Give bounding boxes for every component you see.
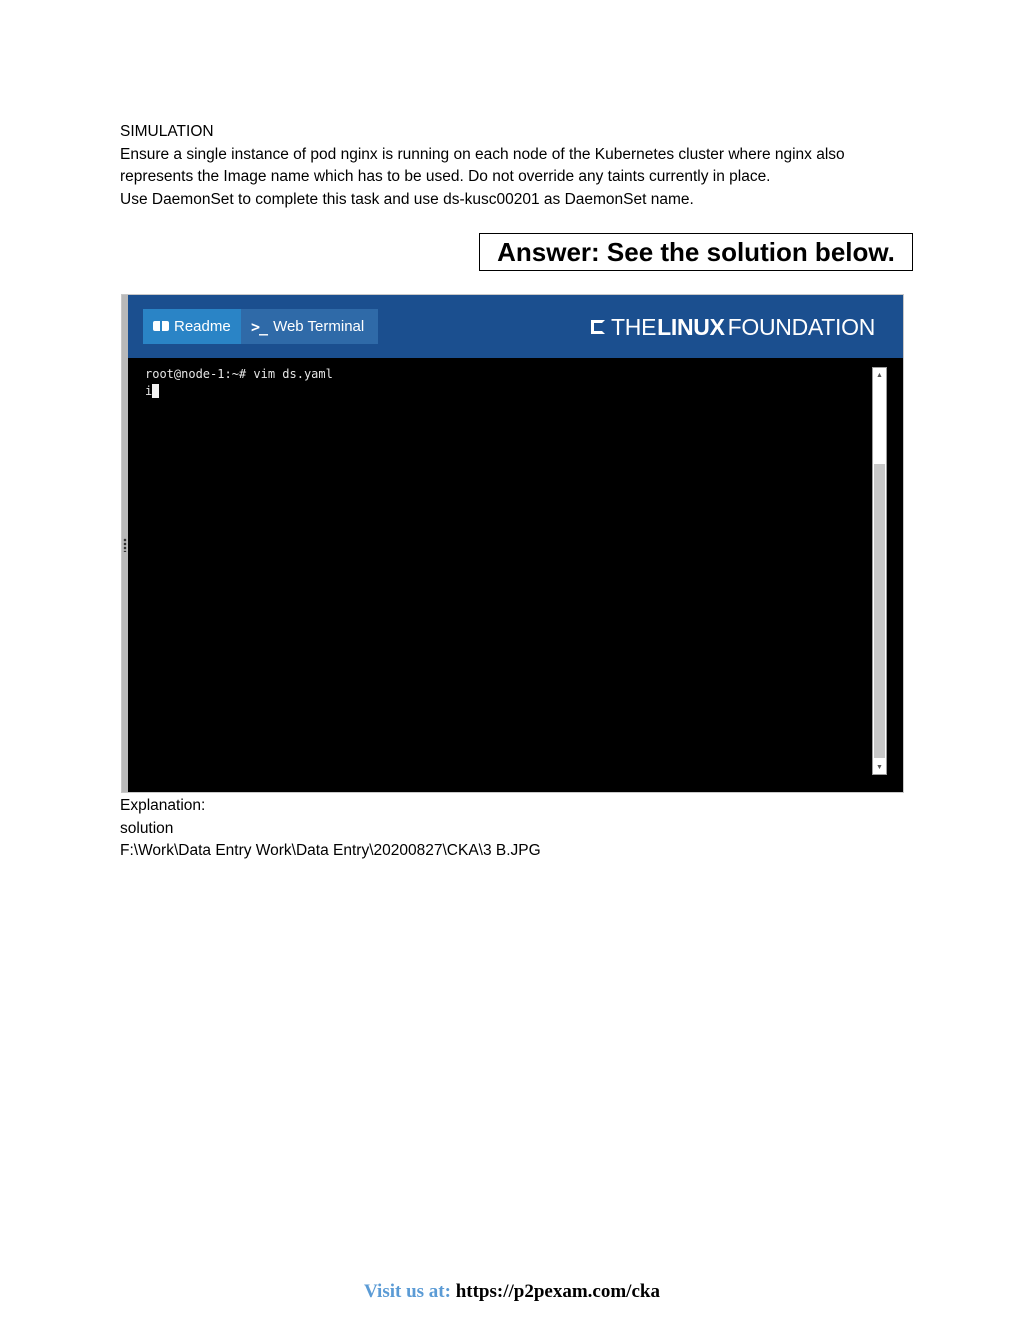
terminal-input-text: i (145, 384, 153, 398)
terminal-prompt-icon: >_ (251, 317, 268, 336)
explanation-label: Explanation: (120, 797, 206, 814)
scroll-up-icon[interactable]: ▲ (876, 371, 883, 379)
terminal-screenshot (121, 294, 904, 793)
question-line-3: Use DaemonSet to complete this task and use ds-kusc00201 as DaemonSet name. (120, 190, 694, 208)
tab-readme-label: Readme (174, 318, 231, 335)
terminal-line-2 (145, 384, 159, 398)
footer-url[interactable]: https://p2pexam.com/cka (455, 1281, 660, 1302)
tab-readme[interactable] (143, 309, 241, 344)
screenshot-header (128, 295, 903, 358)
tab-web-terminal[interactable] (241, 309, 378, 344)
explanation-line-2: F:\Work\Data Entry Work\Data Entry\20200827\CKA\3 B.JPG (120, 842, 541, 859)
scroll-thumb[interactable] (874, 464, 885, 758)
explanation-line-1: solution (120, 819, 174, 837)
question-line-1: Ensure a single instance of pod nginx is running on each node of the Kubernetes cluster where nginx also (120, 145, 845, 163)
tab-web-terminal-label: Web Terminal (273, 318, 365, 335)
question-line-2: represents the Image name which has to be used. Do not override any taints currently in place. (120, 168, 771, 185)
footer (0, 1281, 1024, 1303)
book-icon (153, 321, 169, 332)
logo-the: THE (611, 313, 657, 340)
question-block (120, 121, 920, 211)
logo-foundation: FOUNDATION (727, 313, 875, 340)
terminal-line-1: root@node-1:~# vim ds.yaml (145, 367, 333, 381)
linux-foundation-logo (591, 314, 875, 340)
logo-linux: LINUX (657, 313, 725, 340)
explanation-block (120, 795, 541, 863)
terminal-cursor (152, 384, 159, 398)
linux-foundation-logo-icon (591, 320, 605, 334)
answer-box: Answer: See the solution below. (479, 233, 913, 271)
footer-visit-label: Visit us at: (364, 1281, 456, 1302)
splitter-grip-icon (123, 538, 127, 552)
terminal-area[interactable] (128, 358, 903, 792)
scroll-down-icon[interactable]: ▼ (876, 763, 883, 771)
terminal-scrollbar[interactable] (872, 367, 887, 775)
question-heading: SIMULATION (120, 123, 214, 140)
